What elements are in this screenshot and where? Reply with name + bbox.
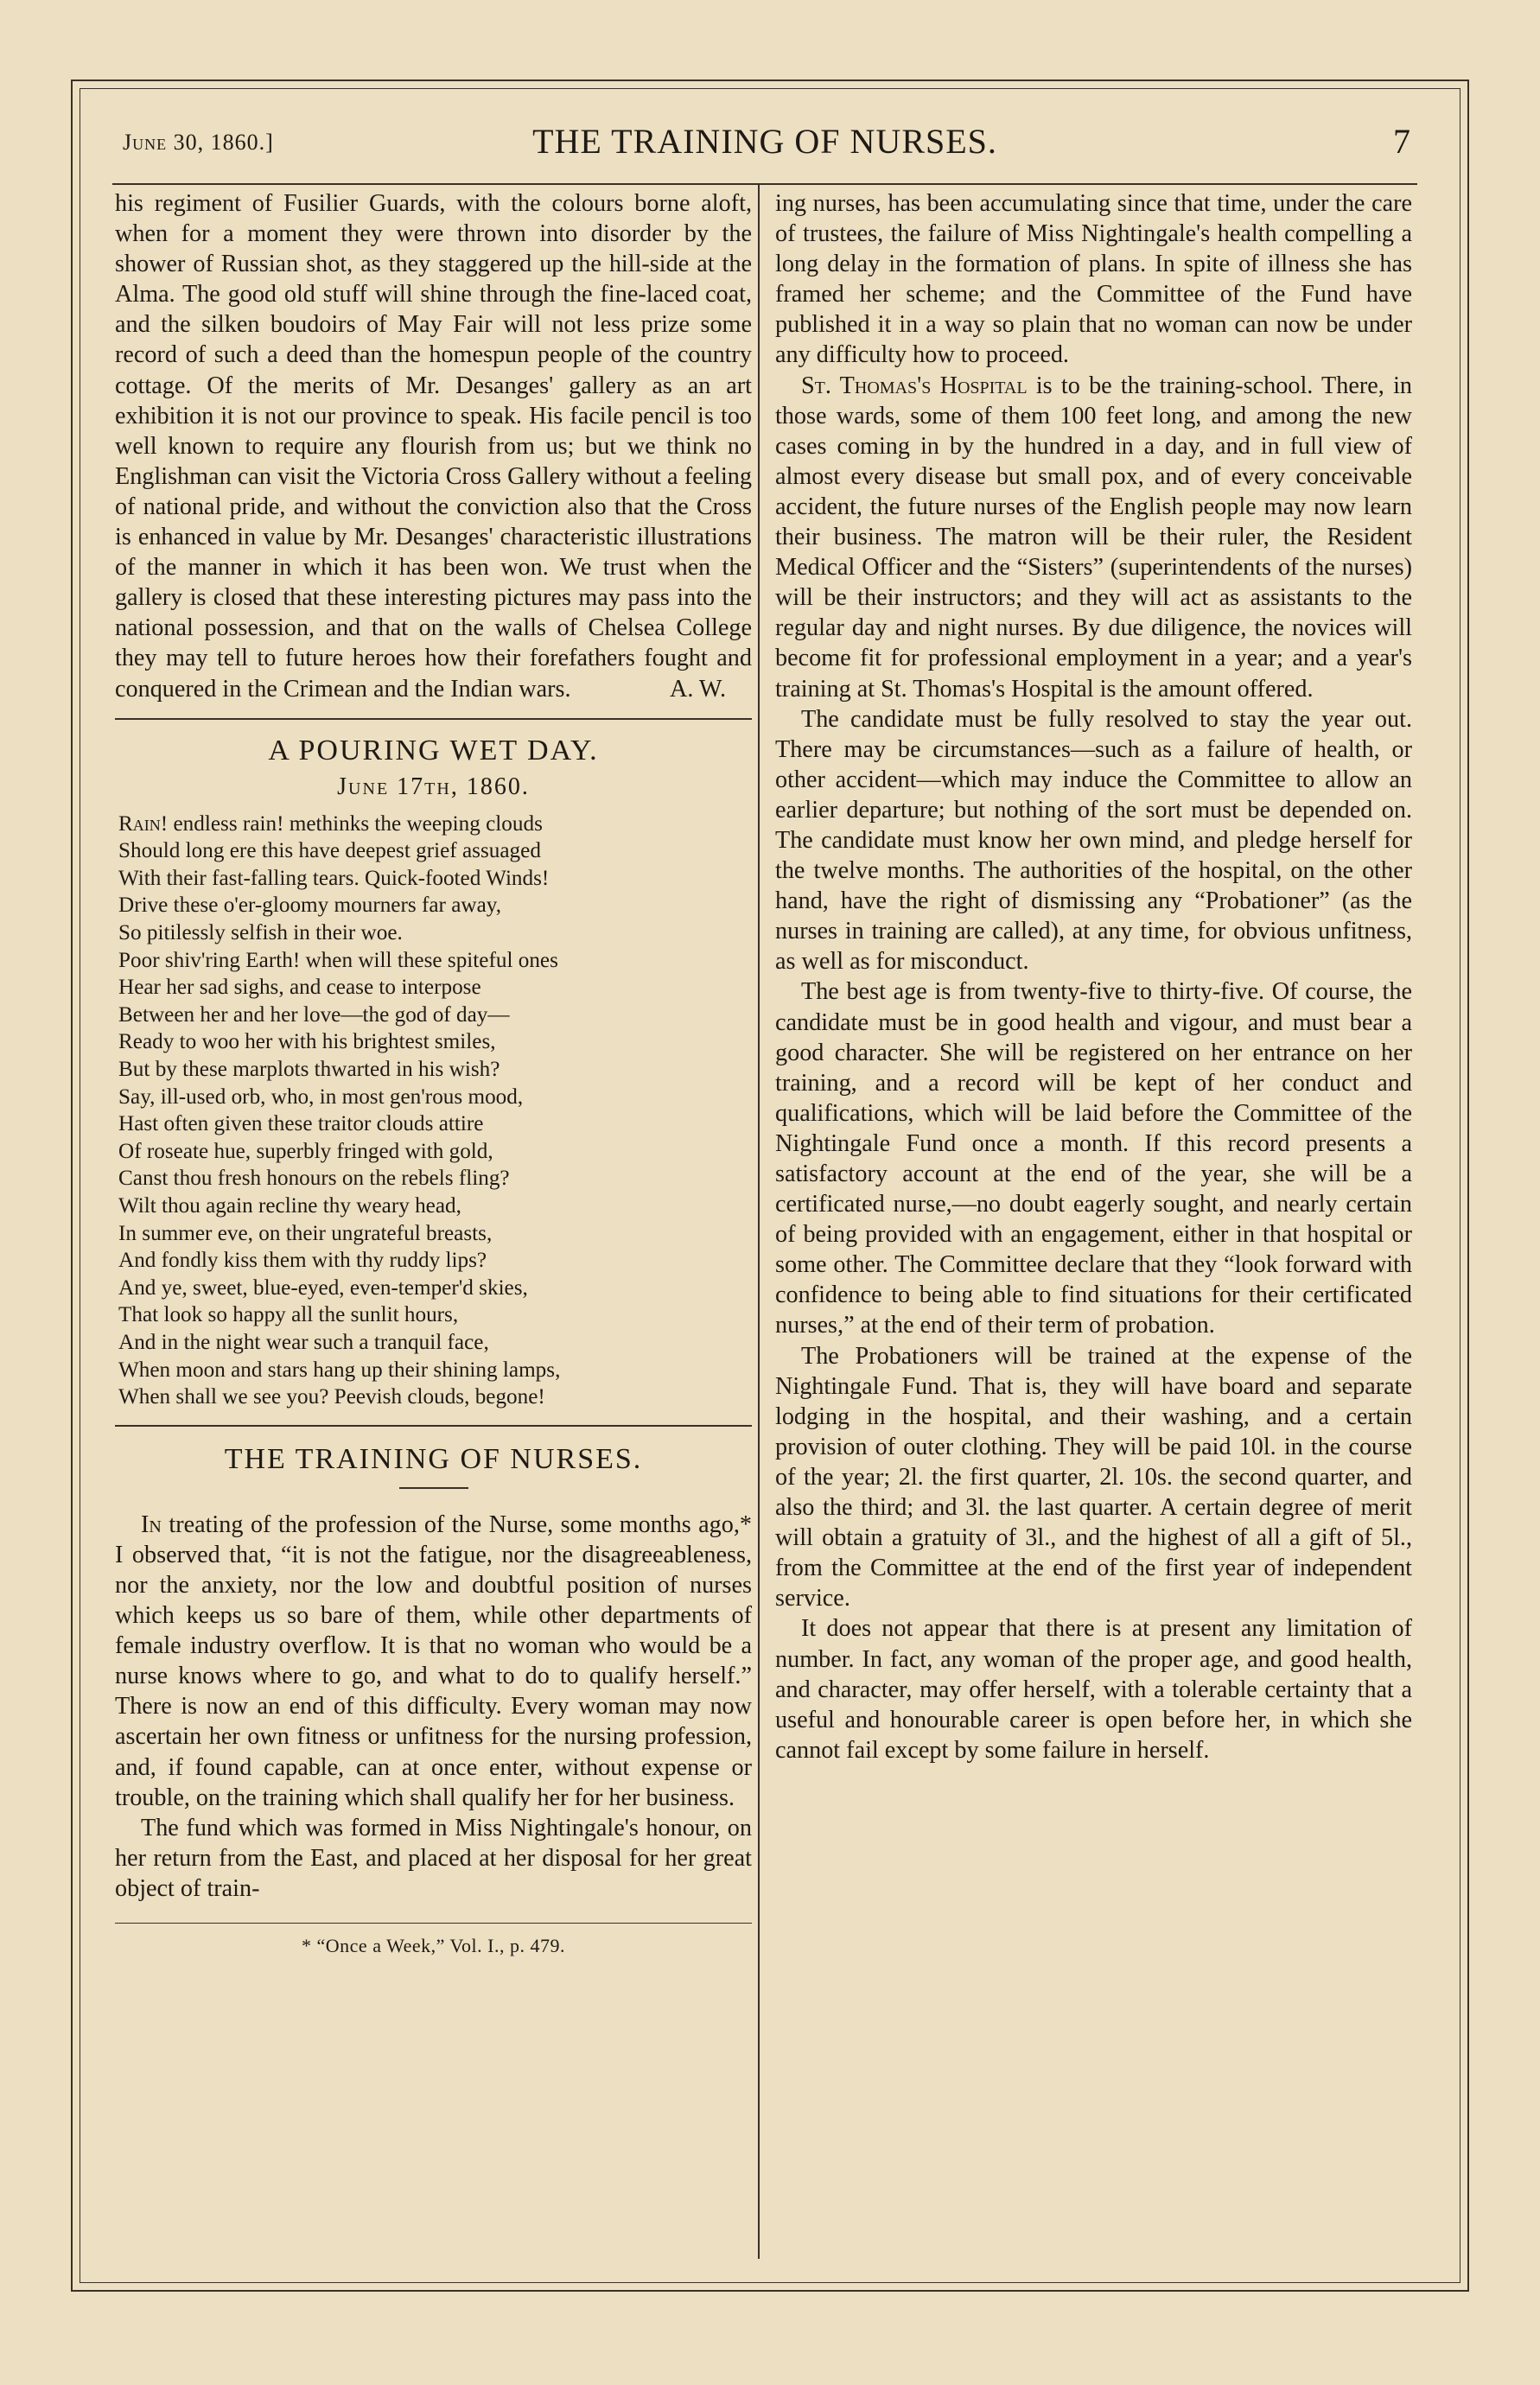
poem-line: With their fast-falling tears. Quick-footed Winds! bbox=[118, 866, 550, 890]
article-paragraph: The candidate must be fully resolved to stay the year out. There may be circumstances—such as a failure of health, or other accident—which may induce the Committee to allow an earlier departure; but nothing of the sort must be depended on. The candidate must know her own mind, and pledge herself for the twelve months. The authorities of the hospital, on the other hand, have the right of dismissing any “Probationer” (as the nurses in training are called), at any time, for obvious unfitness, as well as for misconduct. bbox=[775, 705, 1412, 976]
poem-line: In summer eve, on their ungrateful breasts, bbox=[118, 1221, 493, 1245]
footnote: * “Once a Week,” Vol. I., p. 479. bbox=[302, 1934, 565, 1956]
section-paragraph: The fund which was formed in Miss Nightingale's honour, on her return from the East, and placed at her disposal for her great object of train- bbox=[115, 1814, 752, 1902]
article-paragraph: The best age is from twenty-five to thirty-five. Of course, the candidate must be in good health and vigour, and must bear a good character. She will be registered on her entrance on her training, and a record will be kept of her conduct and qualifications, which will be laid before the Committee of the Nightingale Fund once a month. If this record presents a satisfactory account at the end of the year, she will be a certificated nurse,—no doubt eagerly sought, and nearly certain of being provided with an engagement, either in that hospital or some other. The Committee declare that they “look forward with confidence to being able to find situations for their certificated nurses,” at the end of their term of probation. bbox=[775, 978, 1412, 1339]
footnote-rule bbox=[115, 1923, 752, 1924]
poem-line: Of roseate hue, superbly fringed with gold, bbox=[118, 1139, 493, 1163]
header-title: THE TRAINING OF NURSES. bbox=[532, 122, 997, 161]
poem-line: Ready to woo her with his brightest smiles, bbox=[118, 1030, 496, 1054]
article-text: is to be the training-school. There, in those wards, some of them 100 feet long, and among the new cases coming in by the hundred in a day, and in full view of almost every disease but small pox, and of every conceivable accident, the future nurses of the English people may now learn their business. The matron will be their ruler, the Resident Medical Officer and the “Sisters” (superintendents of the nurses) will be their instructors; and they will act as assistants to the regular day and night nurses. By due diligence, the novices will become fit for professional employment in a year; and a year's training at St. Thomas's Hospital is the amount offered. bbox=[775, 372, 1413, 703]
poem-line: When shall we see you? Peevish clouds, begone! bbox=[118, 1385, 545, 1409]
article-paragraph bbox=[775, 371, 1412, 704]
article-paragraph bbox=[115, 188, 752, 704]
poem-line: When moon and stars hang up their shining lamps, bbox=[118, 1358, 561, 1382]
poem-line: Should long ere this have deepest grief assuaged bbox=[118, 839, 541, 863]
title-short-rule bbox=[399, 1487, 468, 1489]
poem-line bbox=[118, 811, 752, 838]
column-divider bbox=[758, 185, 760, 2259]
poem-first-word: Rain bbox=[118, 811, 161, 836]
poem-line: Hear her sad sighs, and cease to interpose bbox=[118, 976, 481, 1000]
right-column bbox=[775, 188, 1412, 1765]
section-paragraph bbox=[115, 1510, 752, 1813]
left-column bbox=[115, 188, 752, 1961]
drop-word: In bbox=[141, 1510, 162, 1538]
poem-line-text: ! endless rain! methinks the weeping clouds bbox=[160, 811, 543, 836]
article-text: his regiment of Fusilier Guards, with the colours borne aloft, when for a moment they were thrown into disorder by the shower of Russian shot, as they staggered up the hill-side at the Alma. The good old stuff will shine through the fine-laced coat, and the silken boudoirs of May Fair will not less prize some record of such a deed than the homespun people of the country cottage. Of the merits of Mr. Desanges' gallery as an art exhibition it is not our province to speak. His facile pencil is too well known to require any flourish from us; but we think no Englishman can visit the Victoria Cross Gallery without a feeling of national pride, and without the conviction also that the Cross is enhanced in value by Mr. Desanges' characteristic illustrations of the manner in which it has been won. We trust when the gallery is closed that these interesting pictures may pass into the national possession, and that on the walls of Chelsea College they may tell to future heroes how their forefathers fought and conquered in the Crimean and the Indian wars. bbox=[115, 190, 752, 703]
poem-line: Wilt thou again recline thy weary head, bbox=[118, 1194, 461, 1218]
poem-date: June 17th, 1860. bbox=[337, 773, 530, 800]
poem-line: Between her and her love—the god of day— bbox=[118, 1002, 510, 1027]
poem-title: A POURING WET DAY. bbox=[268, 734, 599, 766]
poem-line: So pitilessly selfish in their woe. bbox=[118, 921, 403, 945]
header-date: June 30, 1860.] bbox=[123, 130, 274, 155]
poem-line: Hast often given these traitor clouds attire bbox=[118, 1112, 484, 1136]
lead-in: St. Thomas's Hospital bbox=[801, 372, 1028, 399]
poem-line: And in the night wear such a tranquil face, bbox=[118, 1330, 489, 1354]
running-header bbox=[112, 114, 1417, 175]
section-text: treating of the profession of the Nurse, some months ago,* I observed that, “it is not the fatigue, nor the disagreeableness, nor the anxiety, nor the low and doubtful position of nurses which keeps us so bare of them, while other departments of female industry overflow. It is that no woman who would be a nurse knows where to go, and what to do to qualify herself.” There is now an end of this difficulty. Every woman may now ascertain her own fitness or unfitness for the nursing profession, and, if found capable, can at once enter, without expense or trouble, on the training which shall qualify her for her business. bbox=[115, 1510, 753, 1811]
article-paragraph: ing nurses, has been accumulating since that time, under the care of trustees, the failure of Miss Nightingale's health compelling a long delay in the formation of plans. In spite of illness she has framed her scheme; and the Committee of the Fund have published it in a way so plain that no woman can now be under any difficulty how to proceed. bbox=[775, 190, 1412, 369]
poem-line: Drive these o'er-gloomy mourners far away, bbox=[118, 894, 502, 918]
poem-line: And ye, sweet, blue-eyed, even-temper'd skies, bbox=[118, 1275, 528, 1300]
article-paragraph: The Probationers will be trained at the expense of the Nightingale Fund. That is, they will have board and separate lodging in the hospital, and their washing, and a certain provision of outer clothing. They will be paid 10l. in the course of the year; 2l. the first quarter, 2l. 10s. the second quarter, and also the third; and 3l. the last quarter. A certain degree of merit will obtain a gratuity of 3l., and the highest of all a gift of 5l., from the Committee at the end of the first year of independent service. bbox=[775, 1342, 1412, 1612]
poem-line: Say, ill-used orb, who, in most gen'rous mood, bbox=[118, 1084, 524, 1109]
poem-line: Poor shiv'ring Earth! when will these spiteful ones bbox=[118, 948, 558, 972]
poem-line: Canst thou fresh honours on the rebels fling? bbox=[118, 1167, 510, 1191]
section-rule bbox=[115, 1425, 752, 1427]
poem bbox=[115, 811, 752, 1411]
page-number: 7 bbox=[1393, 122, 1410, 161]
article-paragraph: It does not appear that there is at present any limitation of number. In fact, any woman of the proper age, and good health, and character, may offer herself, with a tolerable certainty that a useful and honourable career is open before her, in which she cannot fail except by some failure in herself. bbox=[775, 1615, 1412, 1764]
poem-line: And fondly kiss them with thy ruddy lips? bbox=[118, 1249, 487, 1273]
poem-line: That look so happy all the sunlit hours, bbox=[118, 1303, 459, 1327]
section-rule bbox=[115, 718, 752, 720]
section-title: THE TRAINING OF NURSES. bbox=[224, 1442, 643, 1475]
poem-line: But by these marplots thwarted in his wish? bbox=[118, 1058, 500, 1082]
author-signature: A. W. bbox=[669, 675, 726, 703]
header-rule bbox=[112, 183, 1417, 185]
